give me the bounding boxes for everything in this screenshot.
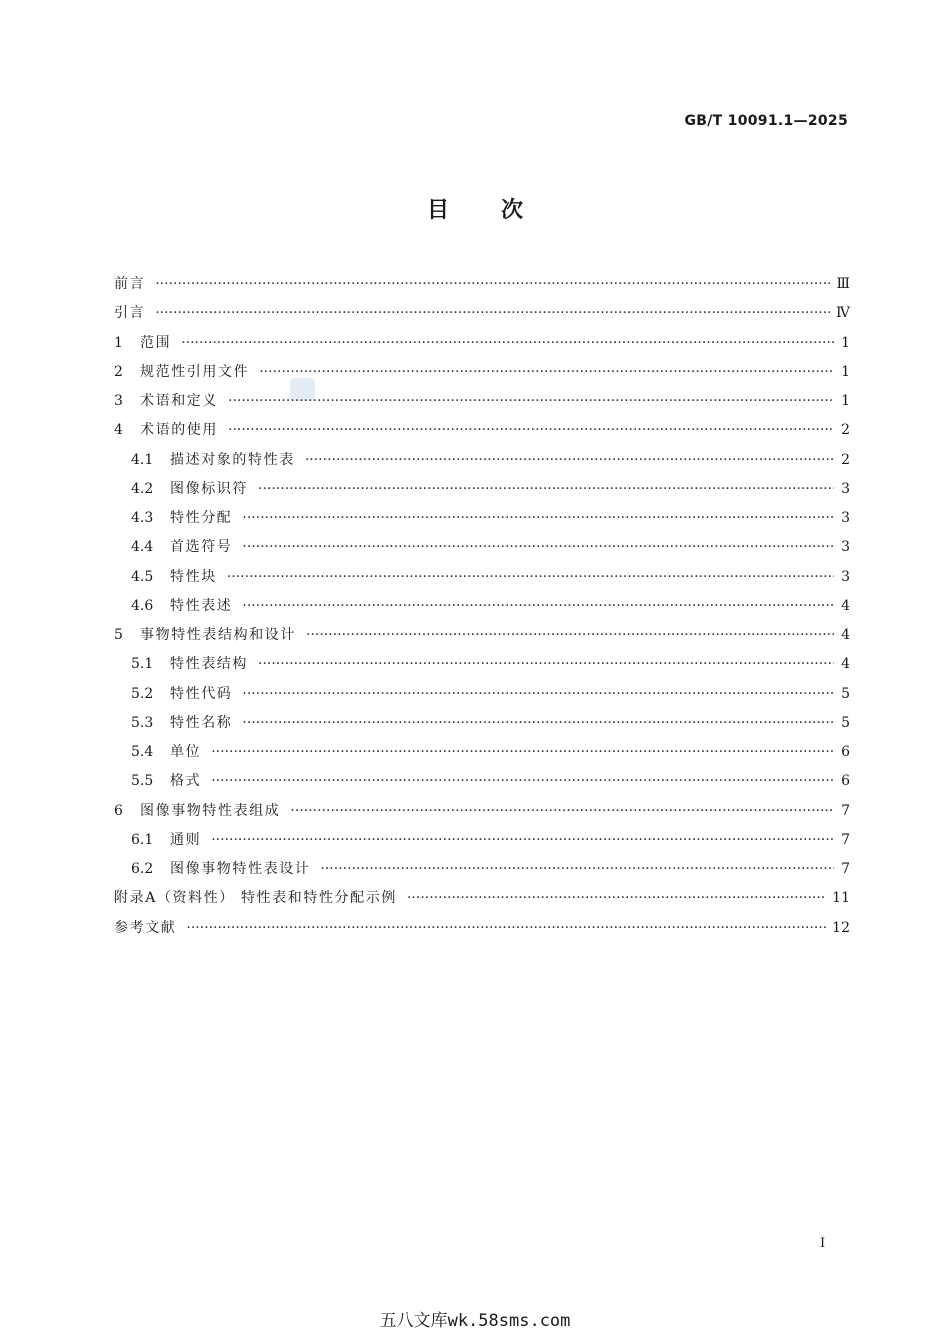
toc-entry-label: 图像标识符 [170, 480, 248, 497]
toc-leader-dots [181, 329, 834, 358]
toc-entry-label: 单位 [170, 744, 202, 760]
toc-entry[interactable] [114, 884, 850, 913]
toc-entry[interactable] [114, 416, 850, 445]
toc-entry-label: 范围 [140, 334, 172, 351]
page-number: I [820, 1236, 826, 1251]
toc-entry-label: 图像事物特性表组成 [140, 802, 281, 819]
toc-entry-number: 4.3 [131, 510, 154, 526]
toc-entry[interactable] [114, 504, 850, 533]
toc-entry-label: 通则 [170, 831, 202, 848]
toc-entry-page: 1 [841, 363, 850, 380]
toc-entry[interactable] [114, 767, 850, 796]
toc-leader-dots [211, 826, 834, 855]
toc-entry-page: 7 [841, 802, 850, 819]
toc-entry[interactable] [114, 797, 850, 826]
toc-entry-label: 附录A（资料性） 特性表和特性分配示例 [114, 890, 397, 907]
toc-entry-page: 3 [841, 539, 850, 556]
toc-entry-page: 2 [841, 451, 850, 468]
toc-entry-number: 4.6 [131, 597, 154, 614]
toc-entry-number: 4.1 [131, 451, 154, 468]
toc-entry-page: Ⅲ [836, 276, 850, 292]
toc-entry-number: 3 [114, 393, 123, 409]
toc-entry-number: 2 [114, 363, 123, 380]
toc-entry-label: 引言 [114, 305, 146, 322]
toc-entry-page: 4 [841, 597, 850, 614]
toc-entry-label: 术语和定义 [140, 393, 218, 409]
toc-entry-label: 特性表述 [170, 597, 233, 614]
toc-leader-dots [290, 797, 834, 826]
toc-leader-dots [407, 884, 826, 913]
toc-entry-number: 1 [114, 334, 123, 351]
toc-entry[interactable] [114, 358, 850, 387]
toc-leader-dots [228, 387, 834, 416]
toc-entry[interactable] [114, 299, 850, 328]
toc-entry[interactable] [114, 475, 850, 504]
toc-leader-dots [227, 563, 834, 592]
toc-entry-label: 参考文献 [114, 919, 177, 936]
toc-entry-page: 11 [832, 890, 850, 907]
toc-leader-dots [228, 416, 834, 445]
toc-leader-dots [306, 621, 834, 650]
toc-entry-number: 6.2 [131, 861, 154, 877]
toc-entry-number: 5.4 [131, 744, 154, 760]
toc-leader-dots [186, 914, 826, 943]
toc-entry[interactable] [114, 650, 850, 679]
toc-entry-label: 规范性引用文件 [140, 363, 250, 380]
toc-entry[interactable] [114, 387, 850, 416]
toc-entry-number: 6 [114, 802, 123, 819]
toc-entry-number: 4 [114, 422, 123, 439]
toc-entry-label: 格式 [170, 773, 202, 790]
title-char-2: 次 [501, 198, 524, 223]
toc-entry-label: 特性名称 [170, 714, 233, 731]
toc-entry-label: 特性代码 [170, 685, 233, 702]
toc-entry-number: 5.3 [131, 714, 154, 731]
toc-entry-page: 12 [832, 919, 850, 936]
toc-entry-number: 4.4 [131, 539, 154, 556]
toc-leader-dots [320, 855, 834, 884]
toc-entry-page: 4 [841, 627, 850, 643]
toc-entry-page: 3 [841, 510, 850, 526]
toc-entry-label: 特性块 [170, 568, 217, 585]
toc-entry-label: 特性表结构 [170, 656, 248, 673]
toc-entry-page: 6 [841, 773, 850, 790]
toc-entry[interactable] [114, 738, 850, 767]
toc-entry-label: 描述对象的特性表 [170, 451, 295, 468]
toc-leader-dots [305, 446, 834, 475]
toc-entry[interactable] [114, 680, 850, 709]
toc-leader-dots [242, 709, 834, 738]
toc-entry[interactable] [114, 270, 850, 299]
toc-entry[interactable] [114, 446, 850, 475]
table-of-contents [114, 270, 850, 943]
toc-entry-page: 6 [841, 744, 850, 760]
toc-entry-page: 1 [841, 393, 850, 409]
toc-entry[interactable] [114, 914, 850, 943]
toc-entry-page: 2 [841, 422, 850, 439]
toc-entry-number: 6.1 [131, 831, 154, 848]
toc-entry-label: 首选符号 [170, 539, 233, 556]
toc-entry[interactable] [114, 329, 850, 358]
toc-entry-label: 前言 [114, 276, 146, 292]
toc-entry-label: 事物特性表结构和设计 [140, 627, 296, 643]
toc-leader-dots [242, 680, 834, 709]
toc-entry-page: 5 [841, 714, 850, 731]
toc-entry-page: Ⅳ [836, 305, 850, 322]
toc-entry-label: 特性分配 [170, 510, 233, 526]
title-char-1: 目 [426, 198, 449, 223]
toc-entry-number: 5 [114, 627, 123, 643]
toc-entry-page: 3 [841, 568, 850, 585]
toc-entry[interactable] [114, 533, 850, 562]
toc-entry[interactable] [114, 826, 850, 855]
toc-leader-dots [155, 299, 830, 328]
footer-watermark: 五八文库wk.58sms.com [379, 1311, 571, 1331]
toc-leader-dots [242, 533, 834, 562]
toc-leader-dots [242, 504, 834, 533]
toc-entry[interactable] [114, 563, 850, 592]
toc-entry-number: 5.2 [131, 685, 154, 702]
toc-leader-dots [259, 358, 834, 387]
toc-entry-label: 术语的使用 [140, 422, 218, 439]
toc-entry-page: 7 [841, 831, 850, 848]
toc-leader-dots [258, 475, 834, 504]
toc-entry[interactable] [114, 855, 850, 884]
toc-entry-number: 4.5 [131, 568, 154, 585]
toc-leader-dots [211, 767, 834, 796]
toc-entry-number: 5.1 [131, 656, 154, 673]
toc-leader-dots [155, 270, 830, 299]
toc-entry[interactable] [114, 592, 850, 621]
toc-entry-page: 7 [841, 861, 850, 877]
toc-entry[interactable] [114, 621, 850, 650]
toc-entry-number: 5.5 [131, 773, 154, 790]
toc-entry-number: 4.2 [131, 480, 154, 497]
toc-entry-label: 图像事物特性表设计 [170, 861, 311, 877]
toc-entry-page: 1 [841, 334, 850, 351]
toc-entry-page: 3 [841, 480, 850, 497]
toc-entry[interactable] [114, 709, 850, 738]
page-title [0, 193, 950, 224]
toc-entry-page: 5 [841, 685, 850, 702]
toc-leader-dots [258, 650, 834, 679]
toc-leader-dots [211, 738, 834, 767]
standard-code: GB/T 10091.1—2025 [684, 113, 848, 129]
toc-entry-page: 4 [841, 656, 850, 673]
toc-leader-dots [242, 592, 834, 621]
